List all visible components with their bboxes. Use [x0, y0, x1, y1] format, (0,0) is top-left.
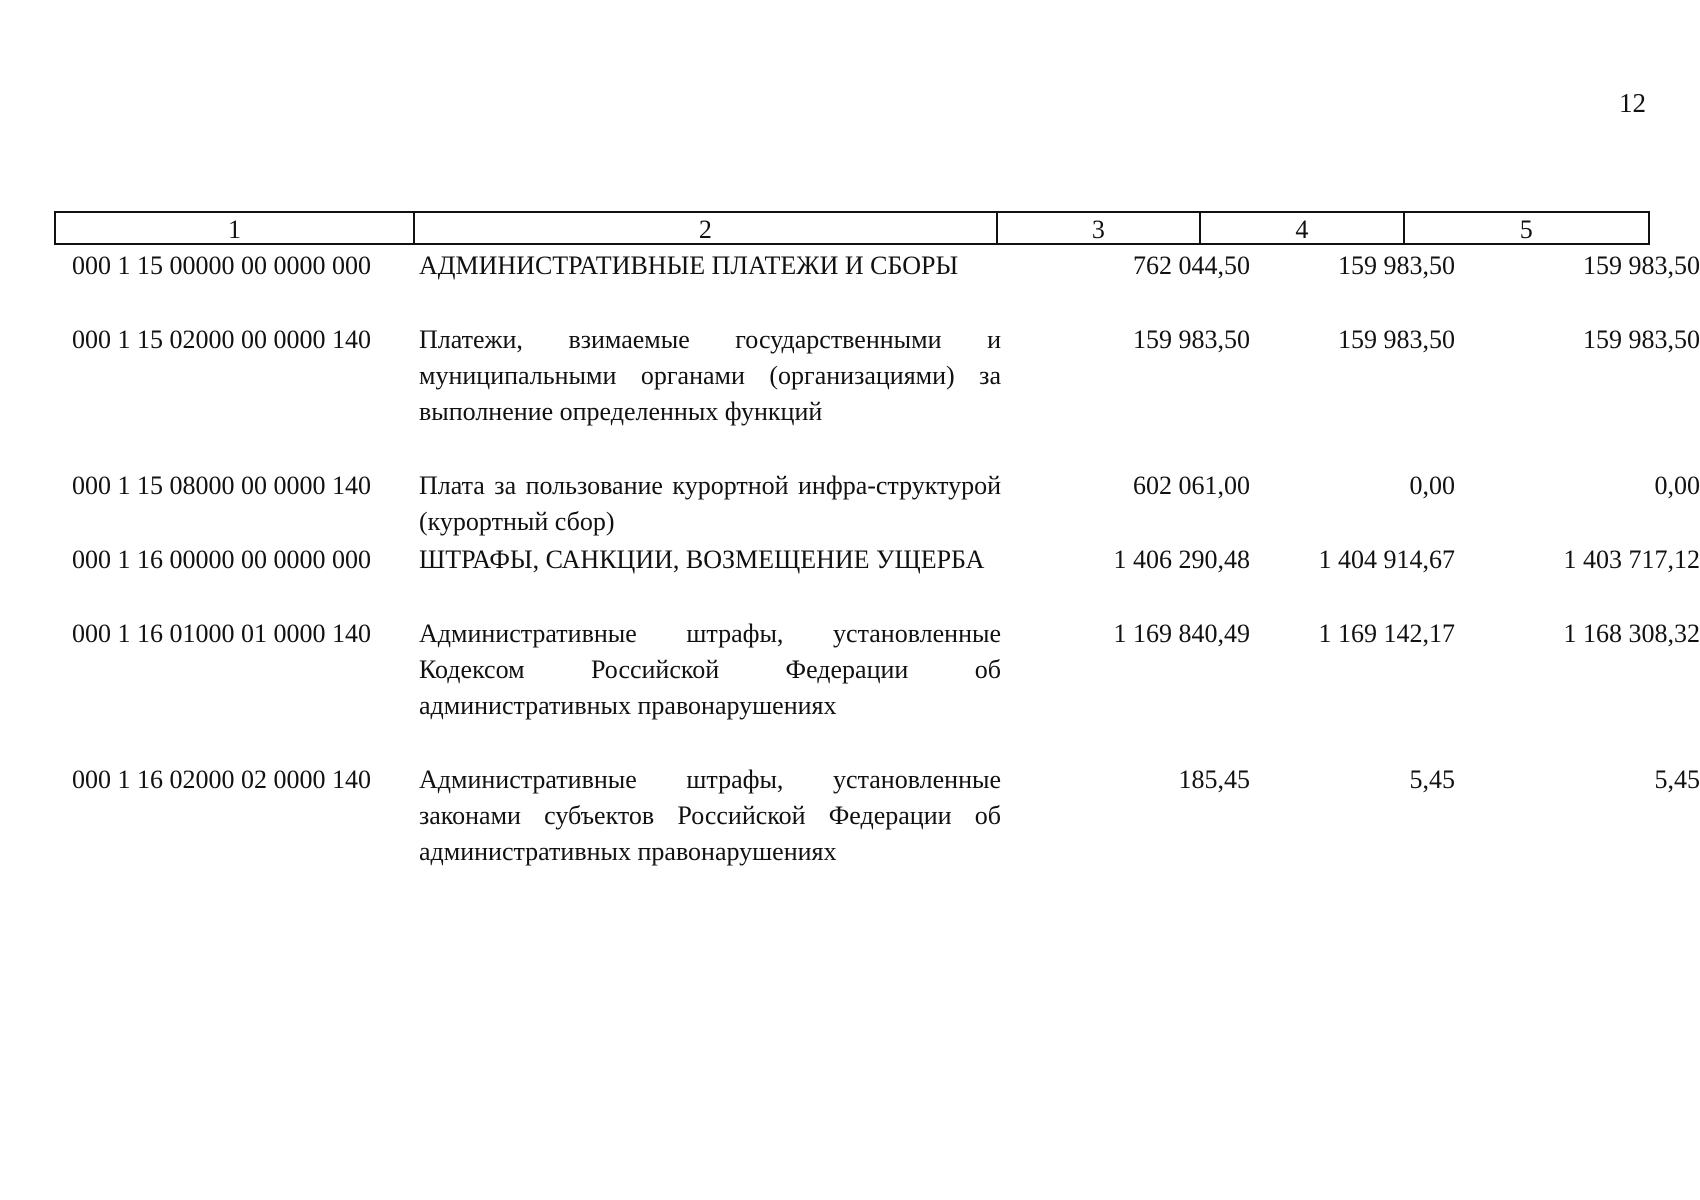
header-col-2: 2: [415, 213, 998, 243]
row-name: ШТРАФЫ, САНКЦИИ, ВОЗМЕЩЕНИЕ УЩЕРБА: [419, 545, 985, 574]
row-value-col5: 159 983,50: [1583, 251, 1700, 280]
header-col-3: 3: [998, 213, 1201, 243]
row-name: Административные штрафы, установленные Кодексом Российской Федерации об административных правонарушениях: [419, 619, 1001, 720]
row-value-col3: 602 061,00: [1133, 471, 1250, 500]
row-value-col4: 159 983,50: [1338, 251, 1455, 280]
row-value-col5: 5,45: [1654, 765, 1700, 794]
table-header-row: [54, 211, 1650, 245]
page-number: 12: [1619, 88, 1646, 118]
row-code: 000 1 16 00000 00 0000 000: [72, 545, 371, 574]
row-code: 000 1 15 08000 00 0000 140: [72, 471, 371, 500]
row-value-col5: 1 403 717,12: [1563, 545, 1700, 574]
row-code: 000 1 16 02000 02 0000 140: [72, 765, 371, 794]
row-value-col3: 1 169 840,49: [1113, 619, 1250, 648]
row-code: 000 1 15 00000 00 0000 000: [72, 251, 371, 280]
row-value-col4: 0,00: [1409, 471, 1455, 500]
row-value-col3: 185,45: [1178, 765, 1250, 794]
row-name: Плата за пользование курортной инфра-структурой (курортный сбор): [419, 471, 1001, 536]
row-code: 000 1 15 02000 00 0000 140: [72, 325, 371, 354]
row-value-col5: 1 168 308,32: [1563, 619, 1700, 648]
row-name: Административные штрафы, установленные законами субъектов Российской Федерации об административных правонарушениях: [419, 765, 1001, 866]
row-value-col3: 159 983,50: [1133, 325, 1250, 354]
row-value-col4: 1 404 914,67: [1318, 545, 1455, 574]
header-col-4: 4: [1201, 213, 1404, 243]
row-value-col5: 0,00: [1654, 471, 1700, 500]
row-value-col4: 159 983,50: [1338, 325, 1455, 354]
row-code: 000 1 16 01000 01 0000 140: [72, 619, 371, 648]
row-name: АДМИНИСТРАТИВНЫЕ ПЛАТЕЖИ И СБОРЫ: [419, 251, 959, 280]
header-col-5: 5: [1519, 215, 1533, 244]
row-value-col4: 5,45: [1409, 765, 1455, 794]
row-value-col3: 762 044,50: [1133, 251, 1250, 280]
row-value-col4: 1 169 142,17: [1318, 619, 1455, 648]
row-value-col5: 159 983,50: [1583, 325, 1700, 354]
row-value-col3: 1 406 290,48: [1113, 545, 1250, 574]
header-col-1: 1: [56, 213, 415, 243]
row-name: Платежи, взимаемые государственными и муниципальными органами (организациями) за выполнение определенных функций: [419, 325, 1001, 426]
